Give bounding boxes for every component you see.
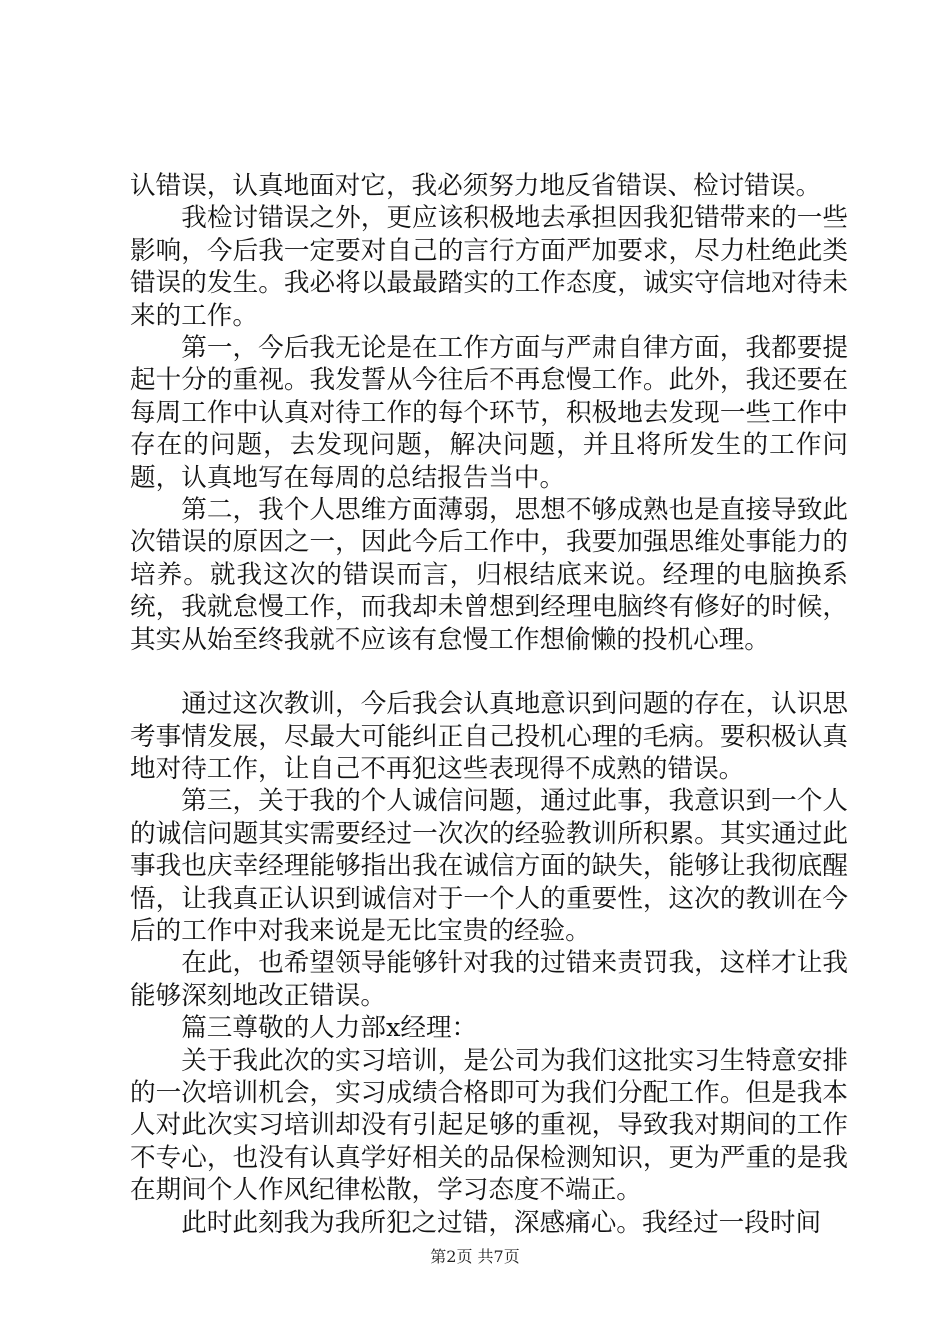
paragraph-third-point: 第三，关于我的个人诚信问题，通过此事，我意识到一个人的诚信问题其实需要经过一次次的经验教训所积累。其实通过此事我也庆幸经理能够指出我在诚信方面的缺失，能够让我彻底醒悟，让我真正认识到诚信对于一个人的重要性，这次的教训在今后的工作中对我来说是无比宝贵的经验。 [130,786,848,946]
paragraph-continuation: 认错误，认真地面对它，我必须努力地反省错误、检讨错误。 [130,171,822,201]
paragraph: 关于我此次的实习培训，是公司为我们这批实习生特意安排的一次培训机会，实习成绩合格即可为我们分配工作。但是我本人对此次实习培训却没有引起足够的重视，导致我对期间的工作不专心，也没有认真学好相关的品保检测知识，更为严重的是我在期间个人作风纪律松散，学习态度不端正。 [130,1045,848,1206]
section-heading: 篇三尊敬的人力部x经理： [181,1013,478,1044]
paragraph: 在此，也希望领导能够针对我的过错来责罚我，这样才让我能够深刻地改正错误。 [130,948,848,1011]
paragraph-second-point: 第二，我个人思维方面薄弱，思想不够成熟也是直接导致此次错误的原因之一，因此今后工作中，我要加强思维处事能力的培养。就我这次的错误而言，归根结底来说。经理的电脑换系统，我就怠慢工作，而我却未曾想到经理电脑终有修好的时候，其实从始至终我就不应该有怠慢工作想偷懒的投机心理。 [130,495,848,655]
paragraph-gap [130,656,848,688]
paragraph-first-point: 第一，今后我无论是在工作方面与严肃自律方面，我都要提起十分的重视。我发誓从今往后不再怠慢工作。此外，我还要在每周工作中认真对待工作的每个环节，积极地去发现一些工作中存在的问题，去发现问题，解决问题，并且将所发生的工作问题，认真地写在每周的总结报告当中。 [130,333,848,493]
page-number-footer: 第2页 共7页 [430,1247,520,1266]
paragraph: 通过这次教训，今后我会认真地意识到问题的存在，认识思考事情发展，尽最大可能纠正自己投机心理的毛病。要积极认真地对待工作，让自己不再犯这些表现得不成熟的错误。 [130,689,848,784]
paragraph: 我检讨错误之外，更应该积极地去承担因我犯错带来的一些影响，今后我一定要对自己的言行方面严加要求，尽力杜绝此类错误的发生。我必将以最最踏实的工作态度，诚实守信地对待未来的工作。 [130,203,848,331]
paragraph: 此时此刻我为我所犯之过错，深感痛心。我经过一段时间 [181,1207,822,1238]
document-body [130,170,848,1239]
